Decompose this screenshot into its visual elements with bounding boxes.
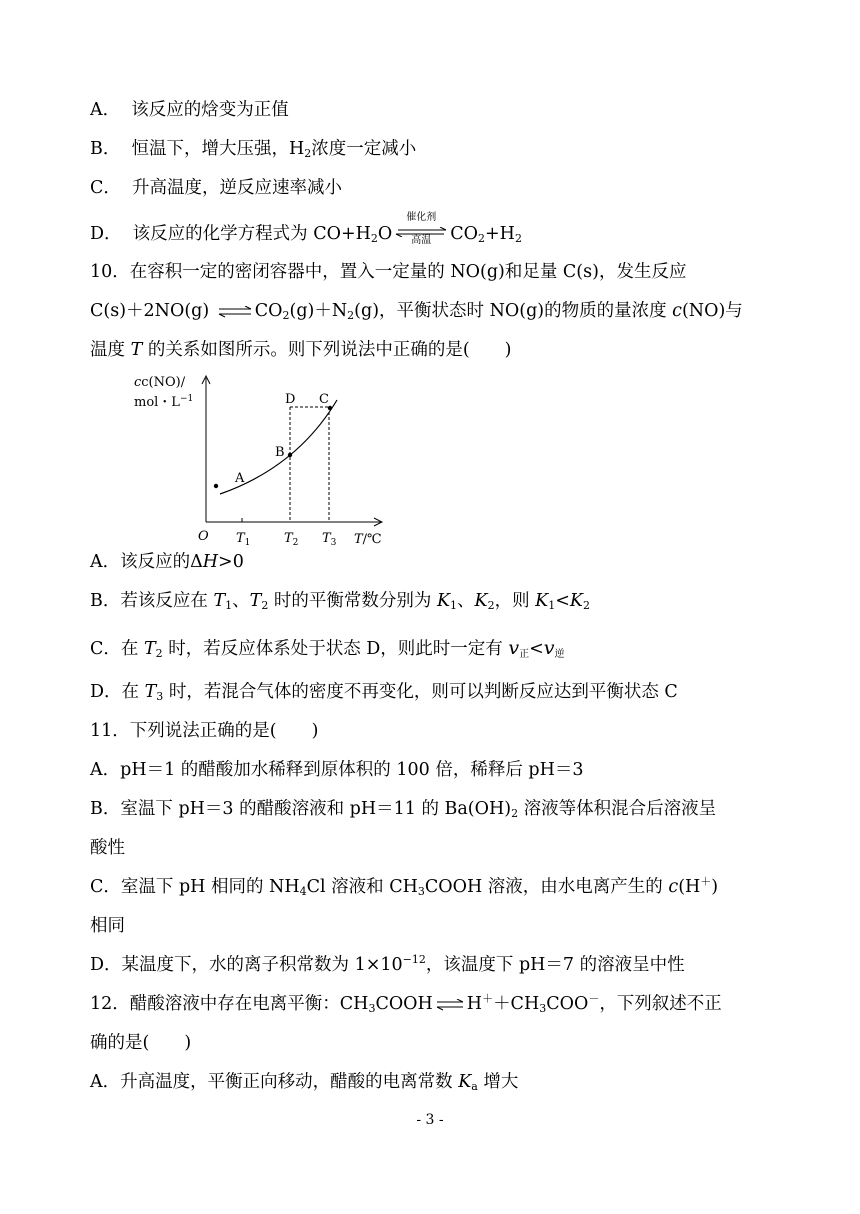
option-text: 相同 <box>90 916 125 936</box>
option-text: 升高温度，逆反应速率减小 <box>132 178 343 198</box>
option-label: B． <box>90 799 121 819</box>
velocity-symbol: v <box>543 637 555 659</box>
subscript: 2 <box>370 232 378 245</box>
point-label-c: C <box>319 392 329 407</box>
q10-option-d <box>90 680 678 704</box>
question-text: ，下列叙述不正 <box>599 994 722 1014</box>
option-label: A． <box>90 552 121 572</box>
q11-option-b <box>90 797 716 821</box>
question-text: (g)＋N <box>289 301 348 321</box>
y-axis-unit: mol・L <box>134 395 180 410</box>
q11-option-c-cont <box>90 914 125 938</box>
option-label: A． <box>90 100 121 120</box>
condition-catalyst: 催化剂 <box>406 212 437 223</box>
subscript: 2 <box>304 147 312 160</box>
subscript: 2 <box>282 309 290 322</box>
question-text: (g)，平衡状态时 NO(g)的物质的量浓度 <box>354 301 673 321</box>
option-label: D． <box>90 682 122 702</box>
equilibrium-arrow-icon <box>217 306 253 318</box>
question-number: 11． <box>90 721 130 741</box>
subscript: 4 <box>299 885 307 898</box>
option-text: COOH 溶液，由水电离产生的 <box>424 877 669 897</box>
y-axis-unit-exponent: −1 <box>179 394 194 404</box>
page-number: - 3 - <box>416 1112 444 1128</box>
velocity-subscript: 逆 <box>554 649 565 660</box>
option-label: B． <box>90 591 121 611</box>
subscript: 2 <box>155 647 163 660</box>
option-text: 浓度一定减小 <box>311 139 417 159</box>
option-label: A． <box>90 760 121 780</box>
option-text: +H <box>485 224 515 244</box>
question-text: COOH <box>375 994 433 1014</box>
subscript: 2 <box>478 232 486 245</box>
option-label: D． <box>90 224 122 244</box>
option-text: 室温下 pH 相同的 NH <box>120 877 300 897</box>
option-text: 在 T <box>121 682 157 702</box>
option-text: O <box>377 224 393 244</box>
reaction-condition-arrow <box>394 212 448 246</box>
option-text: ，该温度下 pH＝7 的溶液呈中性 <box>425 955 685 975</box>
point-label-b: B <box>275 445 285 460</box>
q11-option-b-cont <box>90 836 125 860</box>
option-text: 该反应的Δ <box>120 552 203 572</box>
q10-stem-line2 <box>90 299 743 323</box>
option-text: < <box>529 639 544 659</box>
subscript: 3 <box>368 1002 376 1015</box>
option-text: 增大 <box>477 1072 519 1092</box>
question-text: 下列说法正确的是( ) <box>129 721 319 741</box>
question-number: 10． <box>90 262 130 282</box>
variable: c <box>668 877 679 897</box>
point-label-a: A <box>235 471 245 486</box>
subscript: 2 <box>511 807 519 820</box>
variable: H <box>202 552 219 572</box>
q11-option-a <box>90 758 584 782</box>
origin-label: O <box>198 529 209 544</box>
q12-option-a <box>90 1070 518 1094</box>
superscript: － <box>588 992 600 1005</box>
option-text: 恒温下，增大压强，H <box>131 139 305 159</box>
question-text: 在容积一定的密闭容器中，置入一定量的 NO(g)和足量 C(s)，发生反应 <box>129 262 687 282</box>
q12-stem <box>90 992 722 1016</box>
question-text: 的关系如图所示。则下列说法中正确的是( ) <box>142 340 512 360</box>
subscript: 3 <box>539 1002 547 1015</box>
option-text: pH＝1 的醋酸加水稀释到原体积的 100 倍，稀释后 pH＝3 <box>120 760 584 780</box>
option-label: C． <box>90 639 121 659</box>
question-text: (NO)与 <box>681 301 743 321</box>
subscript: 3 <box>417 885 425 898</box>
q10-stem-line1 <box>90 260 686 284</box>
q10-stem-line3 <box>90 338 511 362</box>
concentration-temperature-graph <box>132 372 392 548</box>
velocity-symbol: v <box>508 637 520 659</box>
option-text: >0 <box>218 552 244 572</box>
subscript: 3 <box>156 690 164 703</box>
question-number: 12． <box>90 994 130 1014</box>
option-label: B． <box>90 139 121 159</box>
tick-label-t1: $T_1$ <box>236 531 251 548</box>
question-text: H <box>466 994 483 1014</box>
question-text: 确的是( ) <box>90 1033 192 1053</box>
y-axis-label-1: cc(NO)/ <box>134 375 186 390</box>
option-text: CO <box>450 224 479 244</box>
velocity-subscript: 正 <box>519 649 530 660</box>
option-text: Cl 溶液和 CH <box>306 877 418 897</box>
option-text: 时，若混合气体的密度不再变化，则可以判断反应达到平衡状态 C <box>163 682 678 702</box>
q11-stem <box>90 719 318 743</box>
option-text: 若该反应在 $T_1$、$T_2$ 时的平衡常数分别为 $K_1$、$K_2$，则 $K_1<K_2$ <box>120 591 590 612</box>
equilibrium-arrow-icon <box>435 999 465 1011</box>
option-text: ) <box>711 877 719 897</box>
y-axis-label-rest: c(NO)/ <box>141 375 186 390</box>
q12-stem-cont <box>90 1031 191 1055</box>
q9-option-a <box>90 98 289 122</box>
q9-option-b <box>90 137 416 161</box>
question-text: 温度 <box>90 340 131 360</box>
option-text: (H <box>678 877 701 897</box>
option-label: D． <box>90 955 122 975</box>
option-text: 该反应的焓变为正值 <box>131 100 289 120</box>
condition-temperature: 高温 <box>411 235 432 246</box>
tick-label-t2: $T_2$ <box>284 531 299 548</box>
subscript: 2 <box>514 232 522 245</box>
q9-option-c <box>90 176 342 200</box>
q10-option-b <box>90 589 590 613</box>
q10-option-a <box>90 550 244 574</box>
option-label: C． <box>90 178 121 198</box>
q9-option-d <box>90 212 522 246</box>
q11-option-c <box>90 875 718 899</box>
option-text: 溶液等体积混合后溶液呈 <box>518 799 717 819</box>
superscript: ＋ <box>700 875 712 888</box>
question-text: 醋酸溶液中存在电离平衡：CH <box>129 994 369 1014</box>
subscript: 2 <box>347 309 355 322</box>
option-text: 升高温度，平衡正向移动，醋酸的电离常数 <box>120 1072 459 1092</box>
superscript: ＋ <box>482 992 494 1005</box>
question-text: C(s)＋2NO(g) <box>90 301 215 321</box>
q10-option-c <box>90 636 565 667</box>
point-label-d: D <box>285 392 296 407</box>
point-b <box>288 453 292 457</box>
option-text: 某温度下，水的离子积常数为 1×10 <box>121 955 403 975</box>
variable: T <box>130 340 143 360</box>
option-label: C． <box>90 877 121 897</box>
variable: K <box>458 1072 472 1092</box>
superscript: −12 <box>402 953 426 966</box>
x-axis-label: T/℃ <box>354 532 382 547</box>
point-a <box>214 484 218 488</box>
question-text: CO <box>254 301 283 321</box>
question-text: COO <box>546 994 589 1014</box>
option-label: A． <box>90 1072 121 1092</box>
option-text: 酸性 <box>90 838 125 858</box>
question-text: ＋CH <box>493 994 540 1014</box>
y-axis-label-2 <box>134 394 193 410</box>
variable: c <box>672 301 682 321</box>
q11-option-d <box>90 953 685 977</box>
option-text: 该反应的化学方程式为 CO+H <box>132 224 371 244</box>
subscript: a <box>471 1080 478 1093</box>
option-text: 室温下 pH＝3 的醋酸溶液和 pH＝11 的 Ba(OH) <box>120 799 512 819</box>
tick-label-t3: $T_3$ <box>322 531 337 548</box>
option-text: 时，若反应体系处于状态 D，则此时一定有 <box>162 639 509 659</box>
option-text: 在 T <box>120 639 156 659</box>
